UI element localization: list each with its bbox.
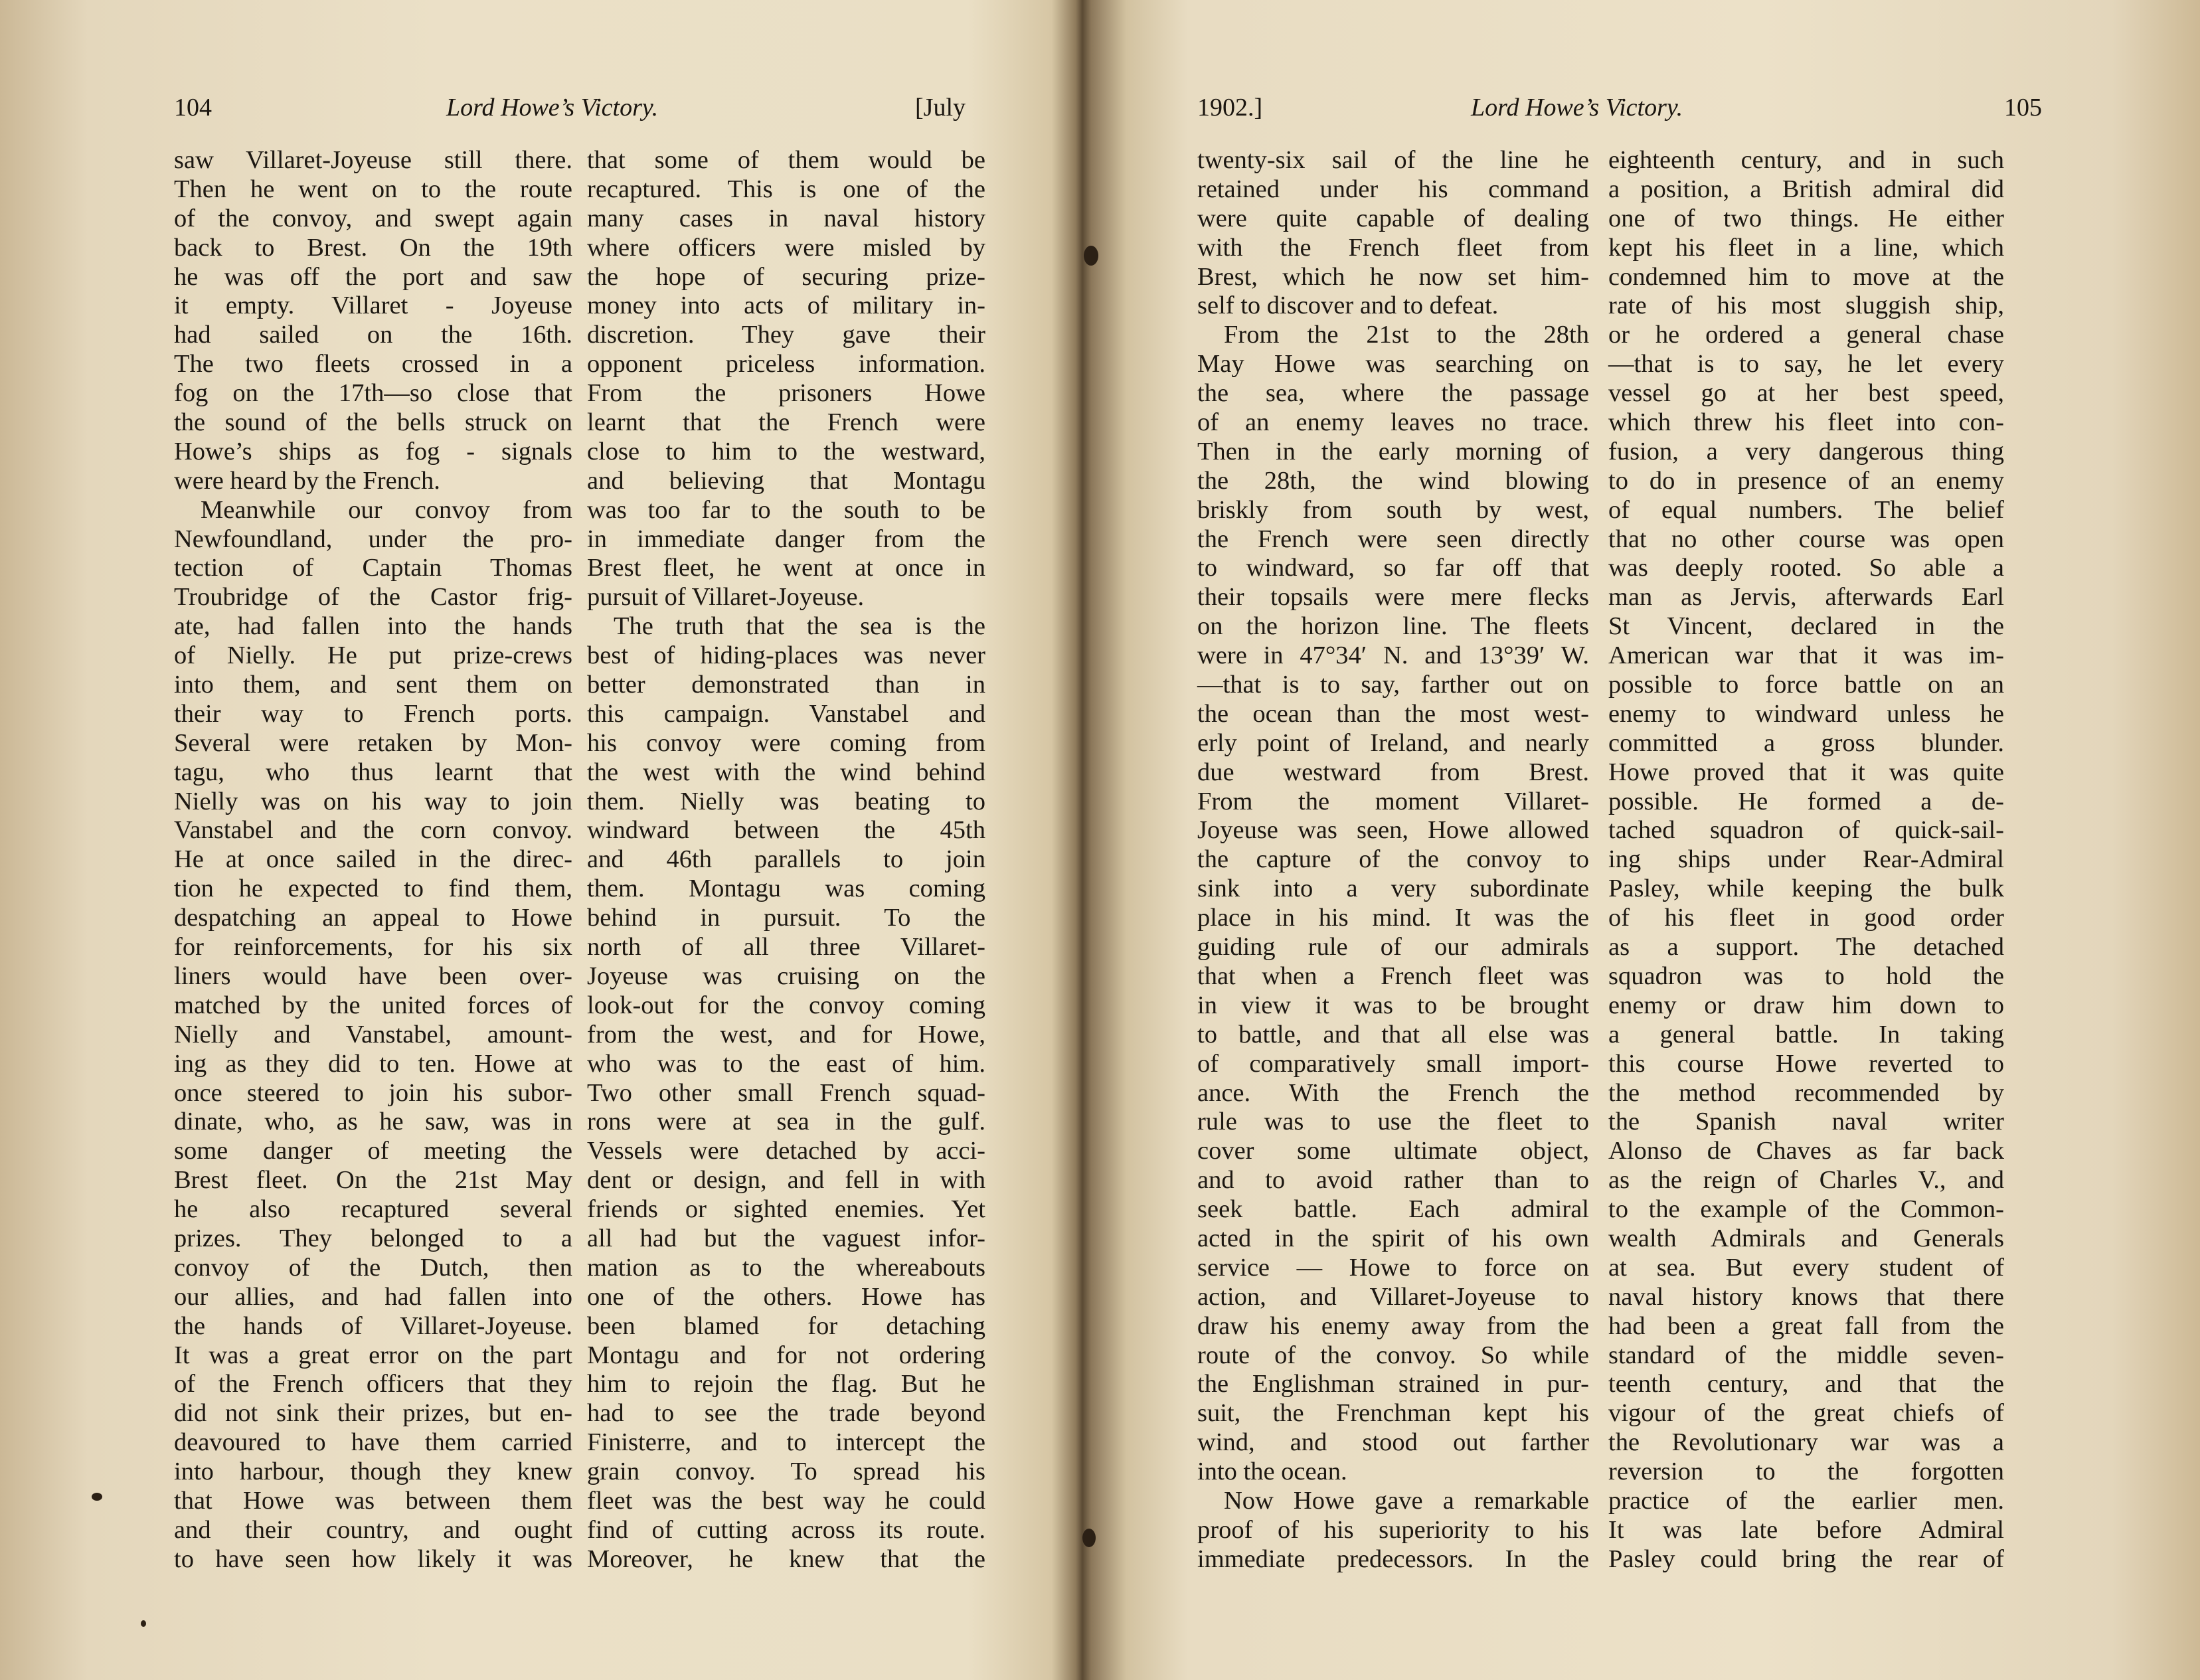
text-line: money into acts of military in-	[587, 292, 985, 320]
text-line: Howe proved that it was quite	[1608, 758, 2004, 786]
text-line: From the prisoners Howe	[587, 379, 985, 408]
text-line: one of two things. He either	[1608, 204, 2004, 232]
text-line: the sound of the bells struck on	[174, 408, 572, 437]
text-line: one of the others. Howe has	[587, 1282, 985, 1311]
text-line: this campaign. Vanstabel and	[587, 699, 985, 728]
text-line: for reinforcements, for his six	[174, 933, 572, 962]
text-line: ate, had fallen into the hands	[174, 612, 572, 641]
text-line: had to see the trade beyond	[587, 1399, 985, 1428]
text-line: discretion. They gave their	[587, 321, 985, 349]
text-line: enemy to windward unless he	[1608, 699, 2004, 728]
text-line: which threw his fleet into con-	[1608, 408, 2004, 437]
text-line: this course Howe reverted to	[1608, 1049, 2004, 1078]
text-line: the ocean than the most west-	[1197, 699, 1589, 728]
text-line: learnt that the French were	[587, 408, 985, 437]
text-line: the capture of the convoy to	[1197, 845, 1589, 874]
text-line: committed a gross blunder.	[1608, 728, 2004, 757]
text-line: squadron was to hold the	[1608, 962, 2004, 990]
text-line: Troubridge of the Castor frig-	[174, 583, 572, 612]
text-line: in view it was to be brought	[1197, 991, 1589, 1019]
text-line: his convoy were coming from	[587, 728, 985, 757]
text-line: into harbour, though they knew	[174, 1458, 572, 1486]
text-line: It was late before Admiral	[1608, 1515, 2004, 1544]
text-line: cover some ultimate object,	[1197, 1137, 1589, 1165]
text-line: tion he expected to find them,	[174, 875, 572, 903]
text-line: were heard by the French.	[174, 466, 440, 495]
text-line: from the west, and for Howe,	[587, 1020, 985, 1049]
text-line: vigour of the great chiefs of	[1608, 1399, 2004, 1428]
text-line: that some of them would be	[587, 146, 985, 174]
text-line: into them, and sent them on	[174, 671, 572, 699]
text-line: the French were seen directly	[1197, 525, 1589, 553]
text-line: due westward from Brest.	[1197, 758, 1589, 786]
text-line: opponent priceless information.	[587, 350, 985, 378]
text-line: —that is to say, he let every	[1608, 350, 2004, 378]
text-line: the Englishman strained in pur-	[1197, 1370, 1589, 1398]
text-line: to battle, and that all else was	[1197, 1020, 1589, 1049]
text-line: Nielly and Vanstabel, amount-	[174, 1020, 572, 1049]
text-line: From the 21st to the 28th	[1224, 321, 1589, 349]
text-line: some danger of meeting the	[174, 1137, 572, 1165]
text-line: of the convoy, and swept again	[174, 204, 572, 232]
text-line: fleet was the best way he could	[587, 1486, 985, 1515]
text-line: May Howe was searching on	[1197, 350, 1589, 378]
text-line: rons were at sea in the gulf.	[587, 1108, 985, 1136]
text-line: close to him to the westward,	[587, 437, 985, 465]
text-line: seek battle. Each admiral	[1197, 1195, 1589, 1224]
text-line: He at once sailed in the direc-	[174, 845, 572, 874]
text-line: find of cutting across its route.	[587, 1515, 985, 1544]
text-line: of equal numbers. The belief	[1608, 495, 2004, 524]
running-title-left: Lord Howe’s Victory.	[446, 94, 659, 122]
left-column-2	[587, 146, 985, 1574]
text-line: Then he went on to the route	[174, 175, 572, 203]
text-line: From the moment Villaret-	[1197, 787, 1589, 815]
text-line: Two other small French squad-	[587, 1078, 985, 1107]
text-line: fog on the 17th—so close that	[174, 379, 572, 408]
text-line: erly point of Ireland, and nearly	[1197, 728, 1589, 757]
text-line: were quite capable of dealing	[1197, 204, 1589, 232]
text-line: Alonso de Chaves as far back	[1608, 1137, 2004, 1165]
text-line: better demonstrated than in	[587, 671, 985, 699]
text-line: with the French fleet from	[1197, 233, 1589, 262]
text-line: rate of his most sluggish ship,	[1608, 292, 2004, 320]
text-line: Brest, which he now set him-	[1197, 262, 1589, 291]
text-line: many cases in naval history	[587, 204, 985, 232]
text-line: Nielly was on his way to join	[174, 787, 572, 815]
text-line: place in his mind. It was the	[1197, 904, 1589, 932]
text-line: to the example of the Common-	[1608, 1195, 2004, 1224]
text-line: Now Howe gave a remarkable	[1224, 1486, 1589, 1515]
text-line: him to rejoin the flag. But he	[587, 1370, 985, 1398]
text-line: a position, a British admiral did	[1608, 175, 2004, 203]
text-line: to windward, so far off that	[1197, 554, 1589, 582]
text-line: condemned him to move at the	[1608, 262, 2004, 291]
text-line: Newfoundland, under the pro-	[174, 525, 572, 553]
text-line: it empty. Villaret - Joyeuse	[174, 292, 572, 320]
text-line: Pasley, while keeping the bulk	[1608, 875, 2004, 903]
text-line: north of all three Villaret-	[587, 933, 985, 962]
text-line: Vanstabel and the corn convoy.	[174, 816, 572, 845]
text-line: on the horizon line. The fleets	[1197, 612, 1589, 641]
ink-spot	[1082, 1529, 1096, 1547]
page-number-right: 105	[2004, 94, 2042, 122]
ink-spot	[141, 1620, 146, 1627]
text-line: tagu, who thus learnt that	[174, 758, 572, 786]
text-line: Joyeuse was cruising on the	[587, 962, 985, 990]
text-line: that Howe was between them	[174, 1486, 572, 1515]
text-line: Joyeuse was seen, Howe allowed	[1197, 816, 1589, 845]
left-page	[0, 0, 1062, 1680]
text-line: the west with the wind behind	[587, 758, 985, 786]
text-line: action, and Villaret-Joyeuse to	[1197, 1282, 1589, 1311]
text-line: guiding rule of our admirals	[1197, 933, 1589, 962]
text-line: of comparatively small import-	[1197, 1049, 1589, 1078]
text-line: wealth Admirals and Generals	[1608, 1224, 2004, 1252]
text-line: them. Montagu was coming	[587, 875, 985, 903]
page-number-left: 104	[174, 94, 212, 122]
text-line: the method recommended by	[1608, 1078, 2004, 1107]
text-line: into the ocean.	[1197, 1458, 1347, 1486]
text-line: vessel go at her best speed,	[1608, 379, 2004, 408]
text-line: teenth century, and that the	[1608, 1370, 2004, 1398]
text-line: —that is to say, farther out on	[1197, 671, 1589, 699]
text-line: that no other course was open	[1608, 525, 2004, 553]
text-line: Several were retaken by Mon-	[174, 728, 572, 757]
text-line: ing as they did to ten. Howe at	[174, 1049, 572, 1078]
right-column-2	[1608, 146, 2004, 1574]
text-line: Brest fleet, he went at once in	[587, 554, 985, 582]
text-line: had been a great fall from the	[1608, 1311, 2004, 1340]
text-line: Howe’s ships as fog - signals	[174, 437, 572, 465]
text-line: pursuit of Villaret-Joyeuse.	[587, 583, 865, 612]
text-line: Pasley could bring the rear of	[1608, 1545, 2004, 1573]
text-line: who was to the east of him.	[587, 1049, 985, 1078]
text-line: to have seen how likely it was	[174, 1545, 572, 1573]
text-line: suit, the Frenchman kept his	[1197, 1399, 1589, 1428]
text-line: once steered to join his subor-	[174, 1078, 572, 1107]
text-line: service — Howe to force on	[1197, 1253, 1589, 1282]
left-page-header	[0, 93, 1062, 133]
text-line: self to discover and to defeat.	[1197, 292, 1499, 320]
right-page	[1096, 0, 2200, 1680]
text-line: Moreover, he knew that the	[587, 1545, 985, 1573]
text-line: sink into a very subordinate	[1197, 875, 1589, 903]
text-line: fusion, a very dangerous thing	[1608, 437, 2004, 465]
text-line: the 28th, the wind blowing	[1197, 466, 1589, 495]
text-line: convoy of the Dutch, then	[174, 1253, 572, 1282]
text-line: best of hiding-places was never	[587, 641, 985, 670]
text-line: or he ordered a general chase	[1608, 321, 2004, 349]
text-line: that when a French fleet was	[1197, 962, 1589, 990]
text-line: to do in presence of an enemy	[1608, 466, 2004, 495]
text-line: acted in the spirit of his own	[1197, 1224, 1589, 1252]
text-line: matched by the united forces of	[174, 991, 572, 1019]
right-column-1	[1197, 146, 1589, 1574]
text-line: as a support. The detached	[1608, 933, 2004, 962]
text-line: of an enemy leaves no trace.	[1197, 408, 1589, 437]
text-line: was too far to the south to be	[587, 495, 985, 524]
text-line: proof of his superiority to his	[1197, 1515, 1589, 1544]
text-line: possible to force battle on an	[1608, 671, 2004, 699]
text-line: eighteenth century, and in such	[1608, 146, 2004, 174]
text-line: Montagu and for not ordering	[587, 1341, 985, 1369]
text-line: and their country, and ought	[174, 1515, 572, 1544]
text-line: The truth that the sea is the	[614, 612, 985, 641]
text-line: and to avoid rather than to	[1197, 1166, 1589, 1195]
text-line: their topsails were mere flecks	[1197, 583, 1589, 612]
text-line: ance. With the French the	[1197, 1078, 1589, 1107]
text-line: all had but the vaguest infor-	[587, 1224, 985, 1252]
text-line: the hands of Villaret-Joyeuse.	[174, 1311, 572, 1340]
text-line: ing ships under Rear-Admiral	[1608, 845, 2004, 874]
text-line: It was a great error on the part	[174, 1341, 572, 1369]
text-line: Then in the early morning of	[1197, 437, 1589, 465]
text-line: he was off the port and saw	[174, 262, 572, 291]
text-line: the hope of securing prize-	[587, 262, 985, 291]
text-line: twenty-six sail of the line he	[1197, 146, 1589, 174]
text-line: had sailed on the 16th.	[174, 321, 572, 349]
text-line: standard of the middle seven-	[1608, 1341, 2004, 1369]
text-line: he also recaptured several	[174, 1195, 572, 1224]
text-line: route of the convoy. So while	[1197, 1341, 1589, 1369]
text-line: tached squadron of quick-sail-	[1608, 816, 2004, 845]
ink-spot	[92, 1493, 102, 1501]
text-line: prizes. They belonged to a	[174, 1224, 572, 1252]
text-line: of his fleet in good order	[1608, 904, 2004, 932]
text-line: wind, and stood out farther	[1197, 1428, 1589, 1457]
text-line: of Nielly. He put prize-crews	[174, 641, 572, 670]
text-line: practice of the earlier men.	[1608, 1486, 2004, 1515]
text-line: St Vincent, declared in the	[1608, 612, 2004, 641]
text-line: draw his enemy away from the	[1197, 1311, 1589, 1340]
text-line: were in 47°34′ N. and 13°39′ W.	[1197, 641, 1589, 670]
text-line: a general battle. In taking	[1608, 1020, 2004, 1049]
text-line: saw Villaret-Joyeuse still there.	[174, 146, 572, 174]
text-line: been blamed for detaching	[587, 1311, 985, 1340]
text-line: man as Jervis, afterwards Earl	[1608, 583, 2004, 612]
text-line: the Spanish naval writer	[1608, 1108, 2004, 1136]
text-line: at sea. But every student of	[1608, 1253, 2004, 1282]
ink-spot	[1084, 246, 1098, 266]
text-line: and believing that Montagu	[587, 466, 985, 495]
text-line: look-out for the convoy coming	[587, 991, 985, 1019]
year-label: 1902.]	[1197, 94, 1263, 122]
text-line: the Revolutionary war was a	[1608, 1428, 2004, 1457]
text-line: liners would have been over-	[174, 962, 572, 990]
text-line: behind in pursuit. To the	[587, 904, 985, 932]
text-line: retained under his command	[1197, 175, 1589, 203]
text-line: mation as to the whereabouts	[587, 1253, 985, 1282]
text-line: was deeply rooted. So able a	[1608, 554, 2004, 582]
text-line: windward between the 45th	[587, 816, 985, 845]
text-line: friends or sighted enemies. Yet	[587, 1195, 985, 1224]
text-line: The two fleets crossed in a	[174, 350, 572, 378]
text-line: Vessels were detached by acci-	[587, 1137, 985, 1165]
running-title-right: Lord Howe’s Victory.	[1471, 94, 1683, 122]
text-line: Meanwhile our convoy from	[201, 495, 572, 524]
month-label: [July	[915, 94, 966, 122]
text-line: as the reign of Charles V., and	[1608, 1166, 2004, 1195]
text-line: Brest fleet. On the 21st May	[174, 1166, 572, 1195]
text-line: recaptured. This is one of the	[587, 175, 985, 203]
text-line: back to Brest. On the 19th	[174, 233, 572, 262]
text-line: American war that it was im-	[1608, 641, 2004, 670]
text-line: rule was to use the fleet to	[1197, 1108, 1589, 1136]
text-line: in immediate danger from the	[587, 525, 985, 553]
text-line: Finisterre, and to intercept the	[587, 1428, 985, 1457]
text-line: the sea, where the passage	[1197, 379, 1589, 408]
text-line: of the French officers that they	[174, 1370, 572, 1398]
left-column-1	[174, 146, 572, 1574]
text-line: kept his fleet in a line, which	[1608, 233, 2004, 262]
text-line: naval history knows that there	[1608, 1282, 2004, 1311]
text-line: grain convoy. To spread his	[587, 1458, 985, 1486]
right-page-header	[1096, 93, 2200, 133]
text-line: deavoured to have them carried	[174, 1428, 572, 1457]
text-line: briskly from south by west,	[1197, 495, 1589, 524]
text-line: despatching an appeal to Howe	[174, 904, 572, 932]
text-line: our allies, and had fallen into	[174, 1282, 572, 1311]
text-line: their way to French ports.	[174, 699, 572, 728]
text-line: tection of Captain Thomas	[174, 554, 572, 582]
text-line: them. Nielly was beating to	[587, 787, 985, 815]
text-line: dent or design, and fell in with	[587, 1166, 985, 1195]
text-line: did not sink their prizes, but en-	[174, 1399, 572, 1428]
text-line: reversion to the forgotten	[1608, 1458, 2004, 1486]
text-line: dinate, who, as he saw, was in	[174, 1108, 572, 1136]
text-line: immediate predecessors. In the	[1197, 1545, 1589, 1573]
text-line: and 46th parallels to join	[587, 845, 985, 874]
text-line: enemy or draw him down to	[1608, 991, 2004, 1019]
text-line: possible. He formed a de-	[1608, 787, 2004, 815]
text-line: where officers were misled by	[587, 233, 985, 262]
